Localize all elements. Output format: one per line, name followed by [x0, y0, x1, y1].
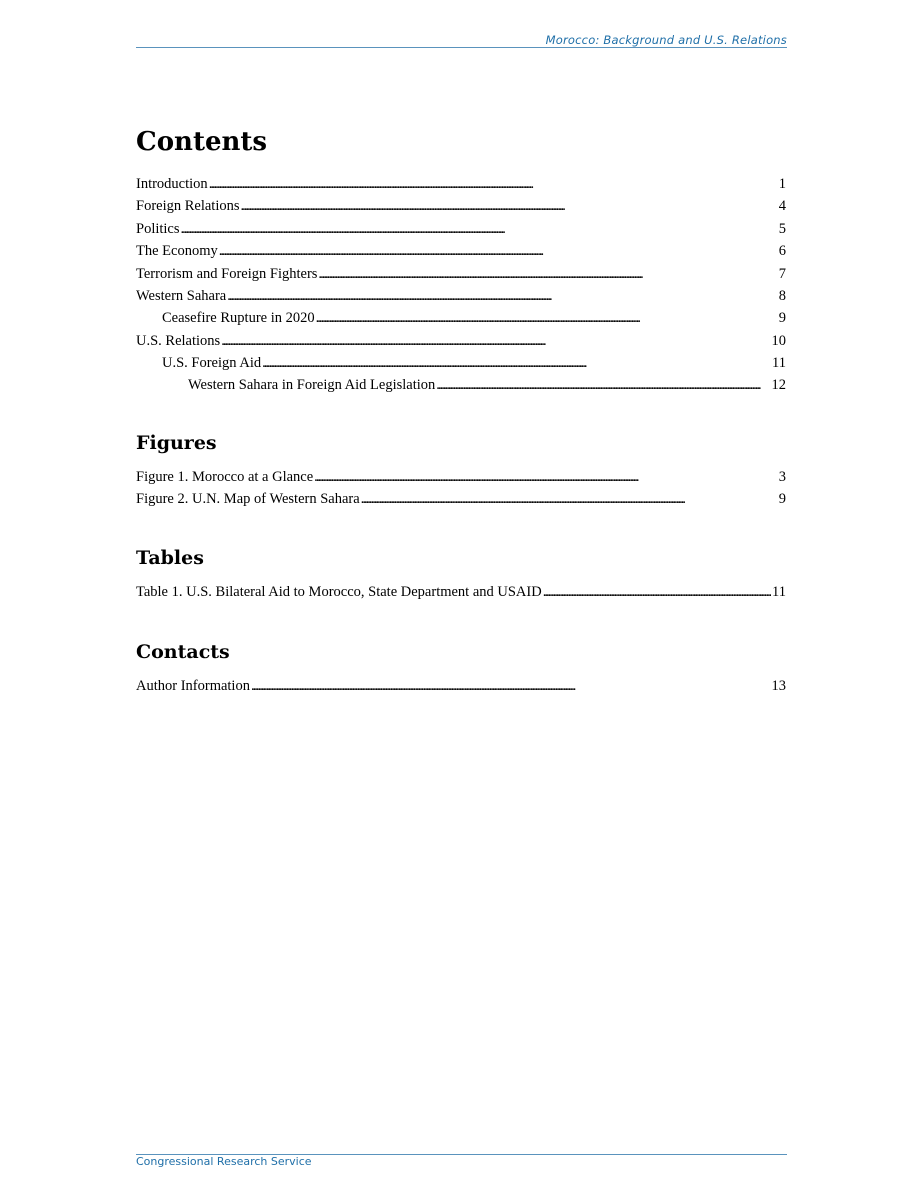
toc-entry-table-1[interactable]: [136, 581, 786, 603]
toc-entry-label: Western Sahara: [136, 287, 227, 304]
toc-leader-dots: [314, 466, 778, 488]
toc-entry-label: Terrorism and Foreign Fighters: [136, 265, 318, 282]
toc-entry-label: U.S. Relations: [136, 332, 221, 349]
toc-entry-label: U.S. Foreign Aid: [162, 355, 262, 372]
toc-leader-dots: [227, 285, 778, 307]
toc-entry-label: Figure 2. U.N. Map of Western Sahara: [136, 491, 360, 508]
toc-entry-western-sahara[interactable]: [136, 285, 786, 307]
toc-entry-label: Table 1. U.S. Bilateral Aid to Morocco, State Department and USAID: [136, 584, 542, 600]
toc-entry-page: 6: [778, 243, 786, 260]
toc-leader-dots: [318, 263, 777, 285]
toc-entry-page: 9: [778, 310, 786, 327]
toc-entry-label: Politics: [136, 220, 180, 237]
toc-leader-dots: [251, 675, 771, 697]
toc-entry-label: Foreign Relations: [136, 198, 240, 215]
toc-entry-politics[interactable]: [136, 218, 786, 240]
toc-entry-page: 11: [772, 355, 786, 372]
contents-list: [136, 173, 786, 395]
toc-entry-label: Author Information: [136, 678, 250, 694]
toc-entry-us-relations[interactable]: [136, 330, 786, 352]
toc-entry-page: 1: [778, 176, 786, 192]
contents-heading: Contents: [136, 127, 268, 157]
toc-entry-page: 11: [772, 584, 786, 600]
toc-leader-dots: [219, 240, 778, 262]
toc-entry-western-sahara-aid-legislation[interactable]: [136, 375, 786, 395]
toc-entry-page: 7: [778, 265, 786, 282]
toc-entry-page: 12: [771, 376, 786, 393]
header-rule: [136, 47, 787, 48]
toc-entry-the-economy[interactable]: [136, 240, 786, 262]
figures-heading: Figures: [136, 432, 217, 454]
tables-heading: Tables: [136, 547, 204, 569]
figures-list: [136, 466, 786, 511]
running-header-title: Morocco: Background and U.S. Relations: [545, 33, 787, 47]
toc-entry-page: 9: [778, 491, 786, 508]
toc-entry-label: Ceasefire Rupture in 2020: [162, 310, 315, 327]
toc-entry-page: 8: [778, 287, 786, 304]
toc-entry-label: Figure 1. Morocco at a Glance: [136, 469, 314, 485]
toc-entry-figure-1[interactable]: [136, 466, 786, 488]
toc-entry-page: 3: [778, 469, 786, 485]
toc-entry-ceasefire-rupture[interactable]: [136, 307, 786, 329]
toc-leader-dots: [361, 488, 778, 510]
toc-entry-page: 10: [771, 332, 786, 349]
toc-entry-author-information[interactable]: [136, 675, 786, 697]
toc-entry-foreign-relations[interactable]: [136, 195, 786, 217]
toc-entry-terrorism[interactable]: [136, 263, 786, 285]
toc-entry-label: The Economy: [136, 243, 218, 260]
toc-entry-us-foreign-aid[interactable]: [136, 352, 786, 374]
toc-entry-page: 4: [778, 198, 786, 215]
toc-leader-dots: [262, 352, 771, 374]
toc-leader-dots: [543, 581, 771, 603]
footer-publisher: Congressional Research Service: [136, 1155, 312, 1168]
toc-leader-dots: [316, 307, 778, 329]
toc-entry-label: Western Sahara in Foreign Aid Legislation: [188, 376, 436, 393]
toc-entry-label: Introduction: [136, 176, 208, 192]
toc-entry-introduction[interactable]: [136, 173, 786, 195]
toc-entry-page: 13: [771, 678, 786, 694]
contacts-list: [136, 675, 786, 697]
contacts-heading: Contacts: [136, 641, 230, 663]
tables-list: [136, 581, 786, 603]
toc-leader-dots: [181, 218, 778, 240]
toc-entry-page: 5: [778, 220, 786, 237]
toc-entry-figure-2[interactable]: [136, 488, 786, 510]
toc-leader-dots: [436, 375, 770, 395]
toc-leader-dots: [221, 330, 770, 352]
toc-leader-dots: [241, 195, 778, 217]
toc-leader-dots: [209, 173, 778, 195]
